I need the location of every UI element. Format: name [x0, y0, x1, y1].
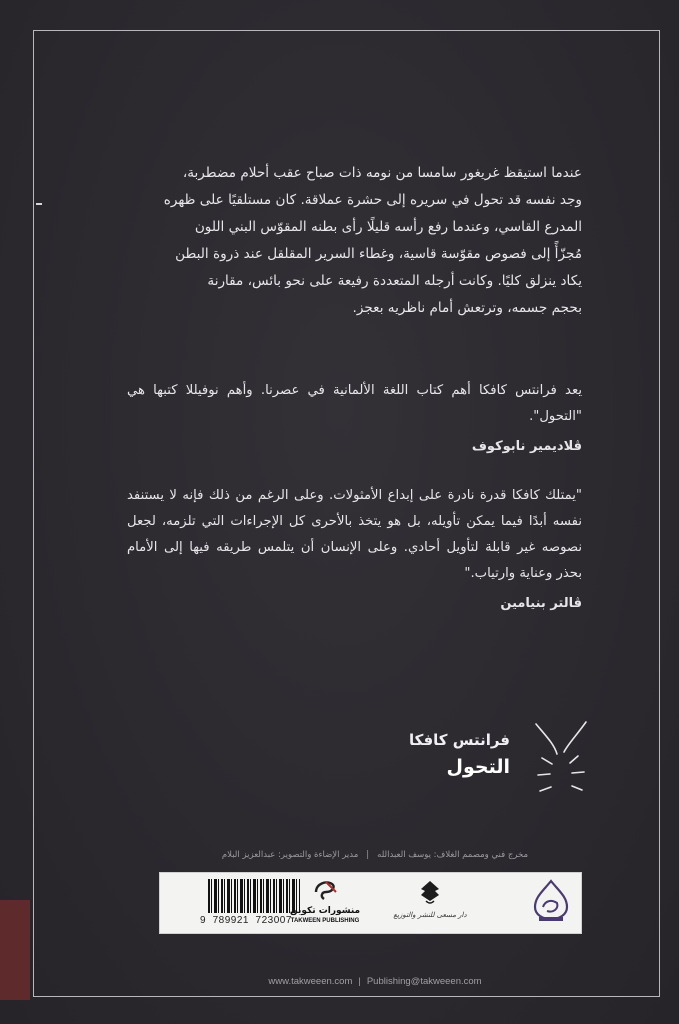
quote-text: يعد فرانتس كافكا أهم كتاب اللغة الألمانية في عصرنا. وأهم نوفيللا كتبها هي "التحول".: [127, 383, 582, 424]
daar-logo: [385, 879, 475, 931]
credit-separator: |: [366, 850, 370, 860]
credit-designer: مخرج فني ومصمم الغلاف: يوسف العبدالله: [377, 850, 529, 860]
quote-benjamin: [127, 483, 582, 617]
excerpt-line: المدرع القاسي، وعندما رفع رأسه قليلًا رأى بطنه المقوّس البني اللون: [194, 219, 582, 235]
book-excerpt: [127, 160, 582, 322]
palm-leaf-icon: [417, 879, 443, 907]
publisher-info-strip: [159, 872, 582, 934]
footer-separator: |: [358, 976, 361, 987]
isbn-number: 9 789921 723007: [200, 915, 292, 926]
quote-nabokov: [127, 378, 582, 460]
book-title: التحول: [446, 756, 510, 778]
quote-text: "يمتلك كافكا قدرة نادرة على إبداع الأمثولات. وعلى الرغم من ذلك فإنه لا يستنفد نفسه أبدًا فيما يمكن تأويله، بل هو يتخذ بالأحرى كل الإجراءات التي تلزمه، لجعل نصوصه غير قابلة لتأويل أحادي. وعلى الإنسان أن يتلمس طريقه فيها إلى الأمام بحذر وعناية وارتياب.": [127, 488, 582, 581]
takween-arabic-name: منشورات تكوين: [289, 906, 361, 916]
qaf-calligraphy-icon: [531, 879, 571, 923]
credits-line: [150, 850, 600, 860]
excerpt-line: بحجم جسمه، وترتعش أمام ناظريه بعجز.: [352, 300, 582, 316]
takween-brush-icon: [312, 878, 338, 902]
takween-logo: [285, 878, 365, 930]
author-name: فرانتس كافكا: [408, 731, 510, 749]
insect-icon: [528, 712, 592, 796]
excerpt-line: يكاد ينزلق كليًا. وكانت أرجله المتعددة رفيعة على نحو بائس، مقارنة: [207, 273, 582, 289]
excerpt-line: وجد نفسه قد تحول في سريره إلى حشرة عملاقة. كان مستلقيًا على ظهره: [163, 192, 582, 208]
daar-name: دار مسعى للنشر والتوزيع: [393, 911, 467, 919]
credit-photography: مدير الإضاءة والتصوير: عبدالعزيز البلام: [221, 850, 359, 860]
qaf-logo: [528, 879, 574, 931]
frame-tick-mark: [36, 203, 42, 205]
footer-contact: [150, 976, 600, 987]
spine-accent-band: [0, 900, 30, 1000]
quote-attribution: ڤلاديمير نابوكوف: [471, 439, 582, 454]
takween-english-name: TAKWEEN PUBLISHING: [290, 918, 360, 924]
excerpt-line: مُجزّأً إلى فصوص مقوّسة قاسية، وغطاء السرير المقلقل عند ذروة البطن: [175, 246, 582, 262]
excerpt-line: عندما استيقظ غريغور سامسا من نومه ذات صباح عقب أحلام مضطربة،: [182, 165, 582, 181]
website-link[interactable]: www.takweeen.com: [268, 976, 353, 987]
book-title-block: [400, 728, 510, 782]
email-link[interactable]: Publishing@takweeen.com: [366, 976, 482, 987]
quote-attribution: ڤالتر بنيامين: [500, 596, 582, 611]
